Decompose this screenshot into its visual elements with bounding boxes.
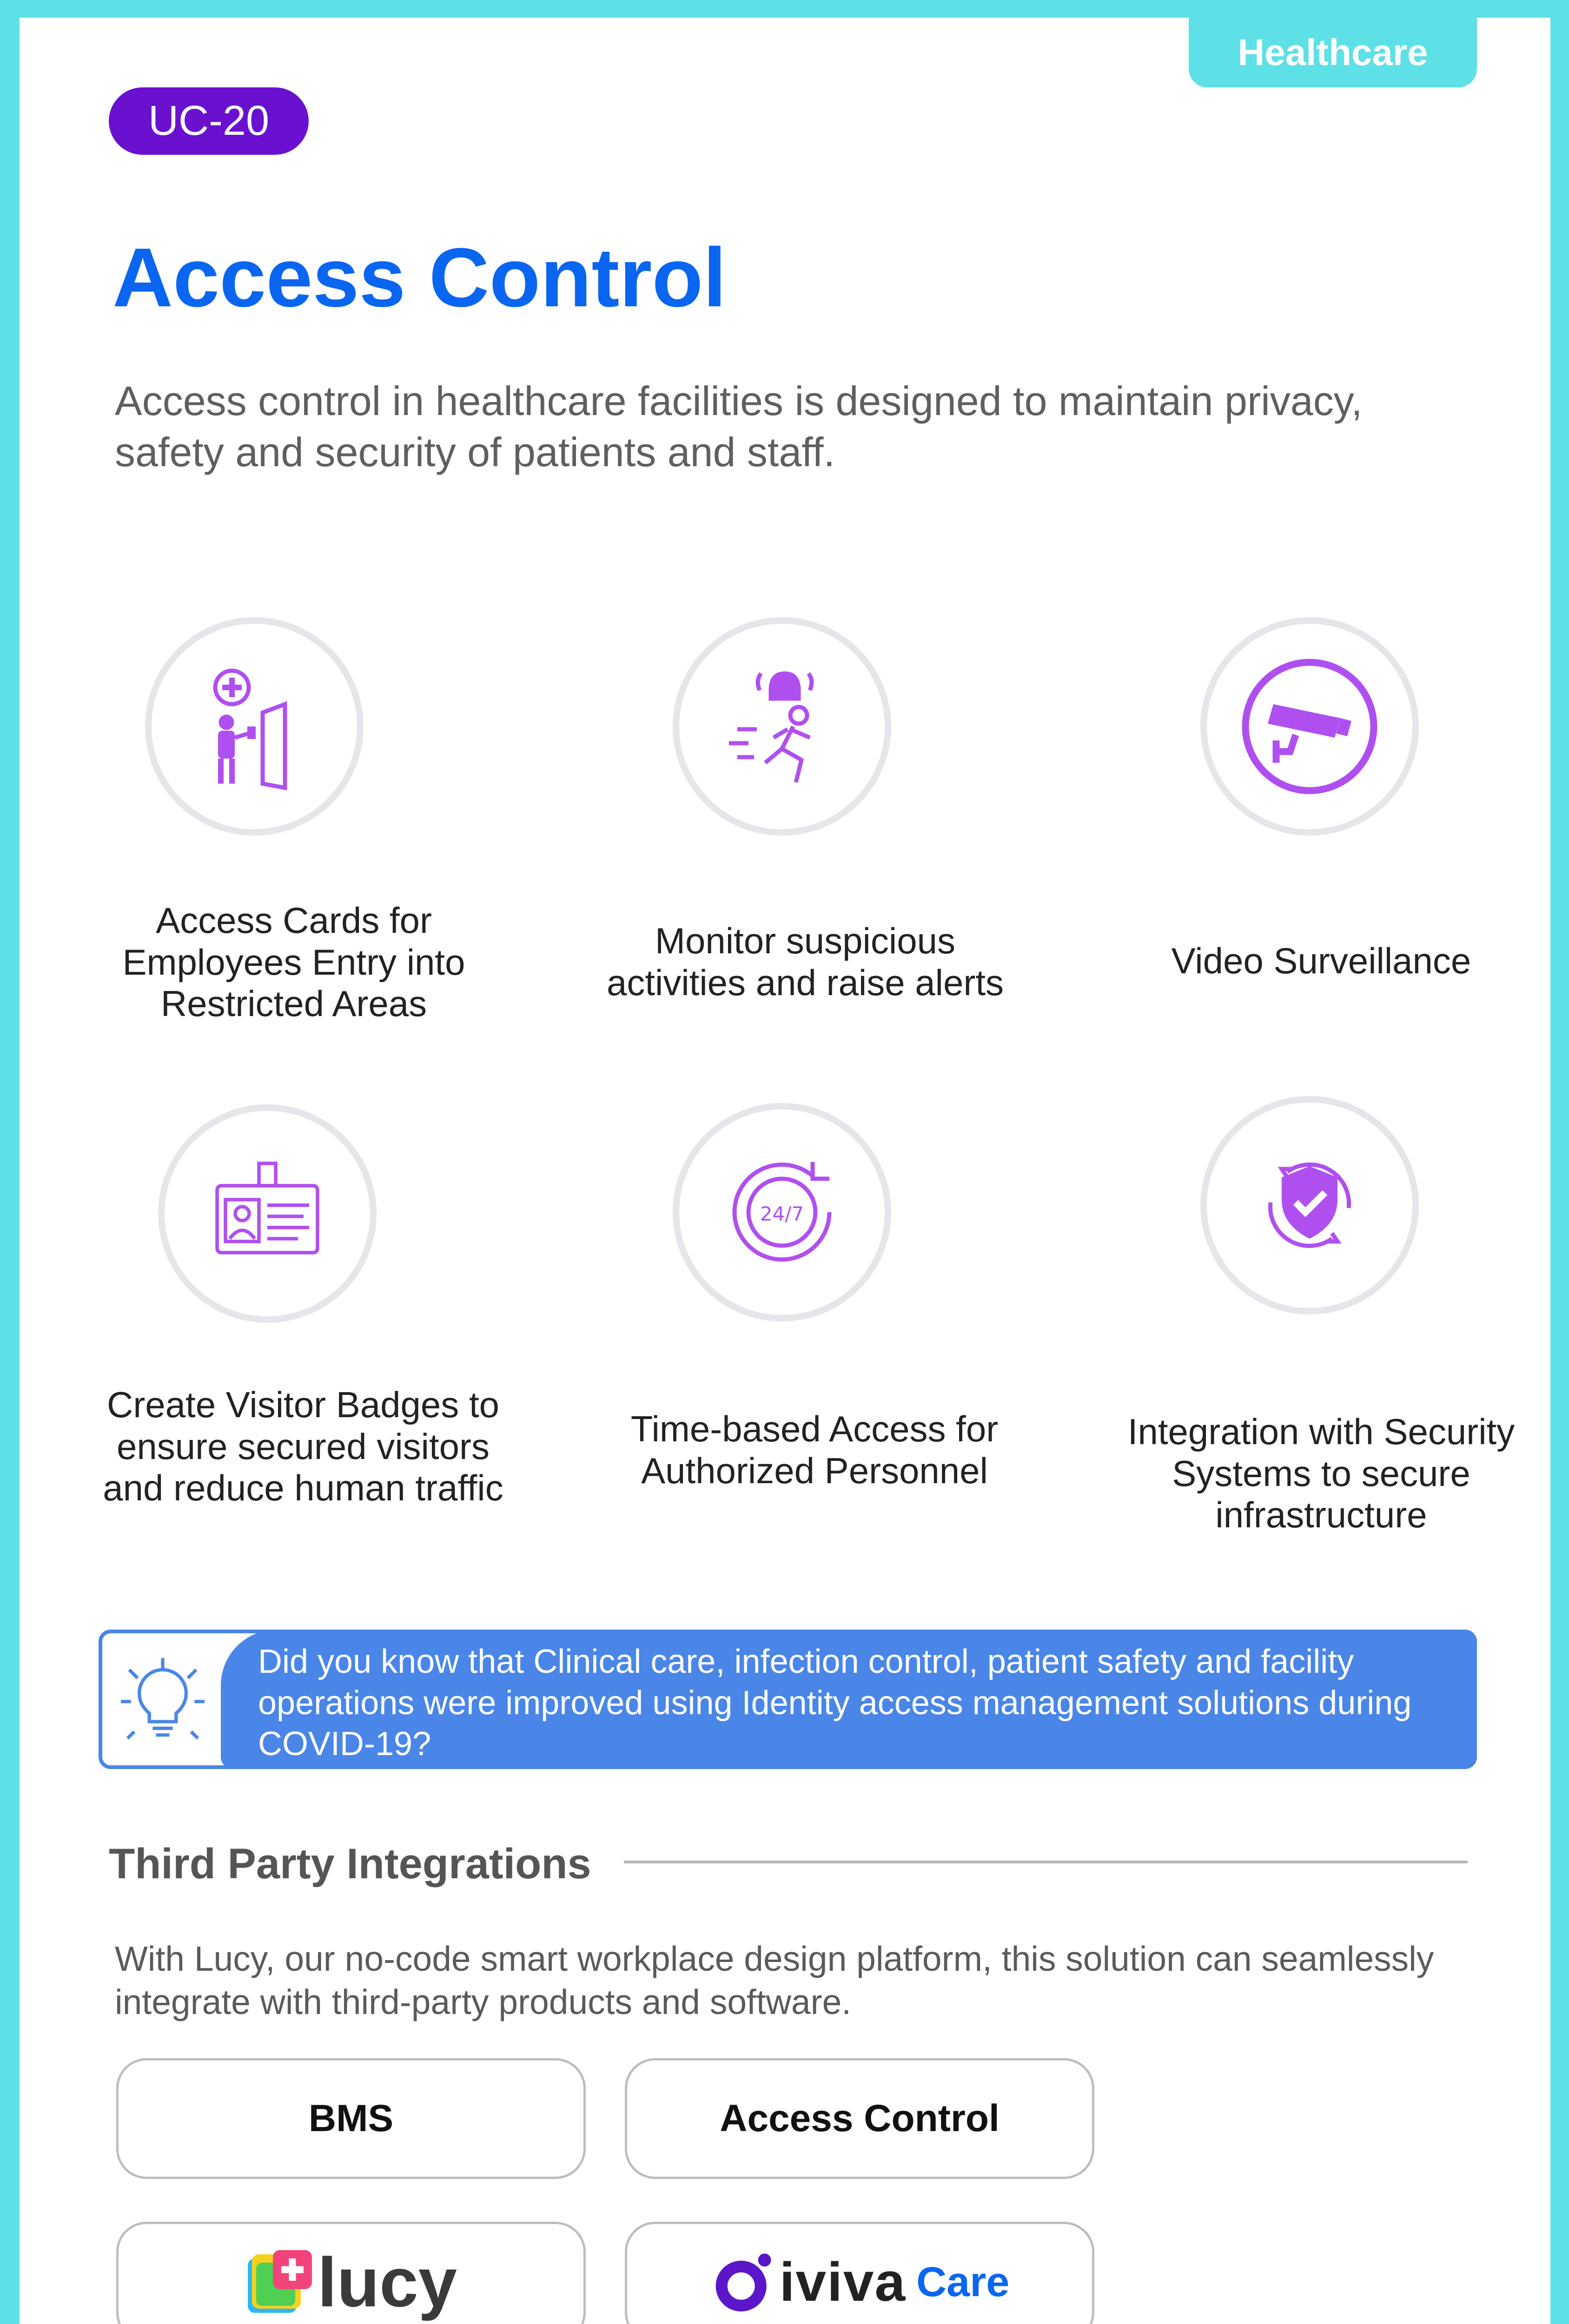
integrations-heading: Third Party Integrations [109, 1840, 591, 1888]
clock-24-7-icon [673, 1103, 891, 1321]
cctv-camera-icon [1200, 617, 1419, 836]
feature-label-time-based: Time-based Access for Authorized Personnel [630, 1408, 999, 1491]
integration-access-control-label: Access Control [720, 2097, 1000, 2139]
intro-text: Access control in healthcare facilities is designed to maintain privacy, safety and security of patients and staff. [115, 378, 1363, 475]
iviva-wordmark: iviva [779, 2251, 907, 2313]
did-you-know-text: Did you know that Clinical care, infection control, patient safety and facility operations were improved using Identity access management solutions during COVID-19? [258, 1643, 1412, 1763]
use-case-id-badge: UC-20 [109, 87, 309, 155]
did-you-know-callout [99, 1630, 1477, 1769]
svg-text:24/7: 24/7 [760, 1202, 804, 1225]
door-access-icon [145, 617, 364, 836]
id-badge-icon [158, 1104, 377, 1323]
iviva-logo-icon [710, 2250, 775, 2315]
integration-access-control [625, 2058, 1094, 2179]
section-divider [624, 1861, 1468, 1863]
lucy-logo-icon [245, 2247, 315, 2317]
feature-label-access-cards: Access Cards for Employees Entry into Restricted Areas [122, 900, 465, 1024]
integrations-description: With Lucy, our no-code smart workplace design platform, this solution can seamlessly integrate with third-party products and software. [115, 1939, 1434, 2021]
lucy-logo-box [116, 2222, 586, 2324]
shield-check-icon [1200, 1096, 1419, 1314]
feature-label-monitor: Monitor suspicious activities and raise alerts [606, 920, 1004, 1003]
industry-tag: Healthcare [1189, 18, 1477, 87]
feature-label-video: Video Surveillance [1171, 940, 1471, 981]
feature-label-integration: Integration with Security Systems to secure infrastructure [1127, 1411, 1515, 1536]
running-alarm-icon [673, 617, 891, 836]
page-title: Access Control [113, 231, 727, 324]
integration-bms-label: BMS [308, 2097, 394, 2139]
iviva-care-logo [710, 2250, 1010, 2315]
iviva-care-logo-box [625, 2222, 1094, 2324]
did-you-know-panel [221, 1630, 1477, 1769]
lucy-wordmark: lucy [317, 2243, 457, 2321]
use-case-card [20, 18, 1550, 2324]
iviva-product-name: Care [916, 2258, 1010, 2305]
feature-label-visitor-badges: Create Visitor Badges to ensure secured visitors and reduce human traffic [103, 1384, 503, 1509]
integration-bms [116, 2058, 586, 2179]
lucy-logo [245, 2243, 457, 2321]
lightbulb-icon [121, 1654, 205, 1747]
